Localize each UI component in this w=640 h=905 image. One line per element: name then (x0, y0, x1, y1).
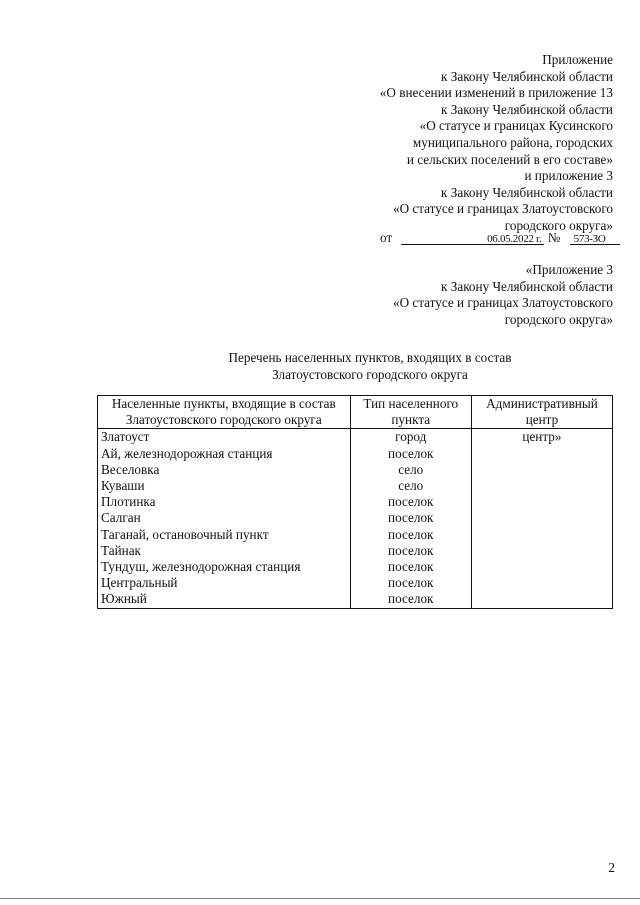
settlement-name: Салган (98, 510, 351, 526)
header-line: муниципального района, городских (412, 134, 613, 150)
table-row (98, 462, 613, 478)
appendix-line: «Приложение 3 (525, 262, 613, 277)
column-header-center: Административный центр (471, 396, 612, 429)
settlement-type: поселок (350, 543, 471, 559)
table-row (98, 575, 613, 591)
law-number: 573-ЗО (570, 230, 620, 245)
settlement-name: Плотинка (98, 494, 351, 510)
appendix-line: городского округа» (504, 311, 613, 327)
from-label: от (380, 230, 393, 245)
settlement-type: поселок (350, 575, 471, 591)
settlement-center (471, 494, 612, 510)
header-line: «О внесении изменений в приложение 13 (379, 85, 613, 101)
law-date: 06.05.2022 г. (401, 230, 544, 245)
settlements-table (97, 395, 613, 609)
header-line: Приложение (542, 52, 613, 67)
table-row (98, 591, 613, 608)
scan-edge-divider (0, 898, 640, 899)
settlement-type: поселок (350, 591, 471, 608)
table-row (98, 510, 613, 526)
column-header-type: Тип населенного пункта (350, 396, 471, 429)
header-line: «О статусе и границах Кусинского (419, 118, 613, 134)
settlement-name: Тундуш, железнодорожная станция (98, 559, 351, 575)
settlement-name: Центральный (98, 575, 351, 591)
header-line: «О статусе и границах Златоустовского (392, 201, 613, 217)
table-row (98, 559, 613, 575)
settlement-type: поселок (350, 527, 471, 543)
table-row (98, 494, 613, 510)
header-line: и сельских поселений в его составе» (406, 151, 613, 167)
settlement-name: Южный (98, 591, 351, 608)
settlement-center (471, 446, 612, 462)
table-body (98, 429, 613, 608)
header-line: и приложение 3 (524, 168, 613, 184)
appendix-line: «О статусе и границах Златоустовского (392, 295, 613, 311)
settlement-center (471, 510, 612, 526)
column-header-name: Населенные пункты, входящие в состав Златоустовского городского округа (98, 396, 351, 429)
settlement-type: поселок (350, 510, 471, 526)
settlement-center (471, 462, 612, 478)
header-line: к Закону Челябинской области (441, 68, 613, 84)
law-date-number (380, 229, 620, 247)
header-line: к Закону Челябинской области (441, 101, 613, 117)
table-row (98, 478, 613, 494)
appendix-block (313, 262, 613, 328)
settlement-center (471, 559, 612, 575)
table-row (98, 429, 613, 446)
settlement-name: Златоуст (98, 429, 351, 446)
header-block (313, 52, 613, 235)
appendix-line: к Закону Челябинской области (441, 278, 613, 294)
table-row (98, 543, 613, 559)
title-line: Златоустовского городского округа (272, 366, 468, 382)
document-title (160, 350, 580, 383)
settlement-name: Таганай, остановочный пункт (98, 527, 351, 543)
settlement-center (471, 543, 612, 559)
header-line: к Закону Челябинской области (441, 184, 613, 200)
settlement-type: поселок (350, 494, 471, 510)
settlement-center (471, 527, 612, 543)
table-header-row (98, 396, 613, 429)
settlement-name: Куваши (98, 478, 351, 494)
settlement-type: село (350, 462, 471, 478)
settlement-type: поселок (350, 446, 471, 462)
number-label: № (547, 230, 561, 245)
table-row (98, 527, 613, 543)
settlement-name: Тайнак (98, 543, 351, 559)
table-row (98, 446, 613, 462)
settlement-center (471, 478, 612, 494)
title-line: Перечень населенных пунктов, входящих в состав (228, 350, 512, 365)
settlement-name: Ай, железнодорожная станция (98, 446, 351, 462)
page-number: 2 (608, 860, 615, 875)
settlement-type: село (350, 478, 471, 494)
settlement-type: город (350, 429, 471, 446)
header-line: городского округа» (504, 217, 613, 233)
settlement-type: поселок (350, 559, 471, 575)
settlement-center (471, 591, 612, 608)
settlement-center: центр» (471, 429, 612, 446)
settlement-center (471, 575, 612, 591)
settlement-name: Веселовка (98, 462, 351, 478)
